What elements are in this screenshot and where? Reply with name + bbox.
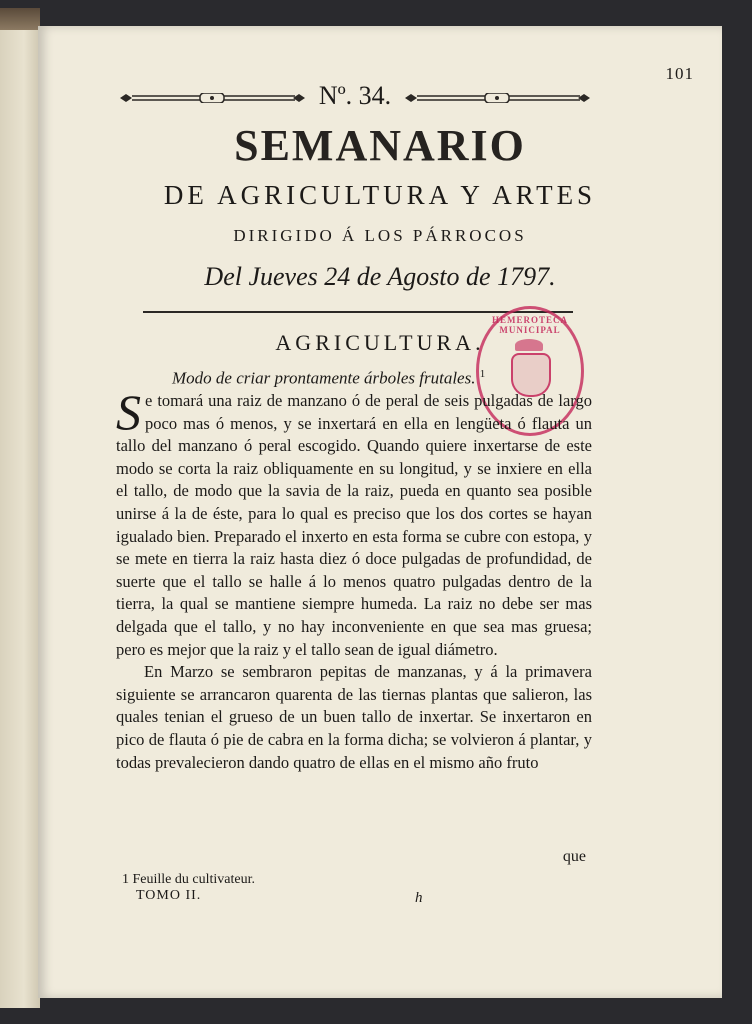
crown-icon: [515, 339, 543, 351]
issue-number: Nº. 34.: [318, 81, 392, 110]
publication-title: SEMANARIO: [234, 121, 526, 170]
book-spine-tab: [0, 8, 40, 30]
article-title: [172, 368, 485, 389]
article-body: [116, 384, 592, 774]
paragraph-1: [116, 384, 592, 661]
footnote: 1 Feuille du cultivateur.: [122, 872, 255, 887]
left-ornament-icon: [120, 93, 305, 103]
paragraph-1-text: e tomará una raiz de manzano ó de peral de seis pulgadas de largo poco mas ó menos, y se inxertará en ella en lengüeta ó flauta un tallo del manzano ó peral escogido. Quando quiere inxertarse de este modo se corta la raiz obliquamente en su longitud, y se inxiere en ella el tallo, de modo que la savia de la raiz, pueda en quanto sea posible unirse á la de éste, para lo qual es preciso que los dos cortes se hayan igualado bien. Preparado el inxerto en esta forma se cubre con estopa, y se mete en tierra la raiz hasta diez ó doce pulgadas de profundidad, de suerte que el tallo se halle á lo menos quatro pulgadas dentro de la tierra, la qual se mantiene siempre humeda. La raiz no debe ser mas delgada que el tallo, y no hay inconveniente en que sea mas gruesa; pero es mejor que la raiz y el tallo sean de igual diámetro.: [116, 391, 592, 659]
footnote-marker: 1: [479, 368, 486, 380]
audience-line: DIRIGIDO Á LOS PÁRROCOS: [233, 226, 527, 245]
issue-header: [120, 81, 590, 111]
publication-subtitle: DE AGRICULTURA Y ARTES: [163, 180, 597, 210]
page-number: 101: [665, 64, 694, 83]
paragraph-2: En Marzo se sembraron pepitas de manzanas, y á la primavera siguiente se arrancaron quarenta de las tiernas plantas que salieron, las quales tenian el grueso de un buen tallo de inxertar. Se inxertaron en pico de flauta ó pie de cabra en la forma dicha; se volvieron á plantar, y todas prevalecieron dando quatro de ellas en el mismo año fruto: [116, 662, 592, 772]
signature-mark: h: [415, 890, 423, 906]
document-page: [38, 26, 722, 998]
left-page-edge: [0, 8, 40, 1008]
drop-cap: S: [116, 384, 141, 440]
right-ornament-icon: [405, 93, 590, 103]
volume-label: TOMO II.: [136, 888, 202, 903]
section-title: AGRICULTURA.: [275, 330, 485, 355]
stamp-text: HEMEROTECA MUNICIPAL: [491, 315, 568, 335]
article-title-text: Modo de criar prontamente árboles frutales.: [172, 368, 476, 388]
catchword: que: [562, 848, 586, 865]
issue-date: Del Jueves 24 de Agosto de 1797.: [204, 262, 556, 291]
